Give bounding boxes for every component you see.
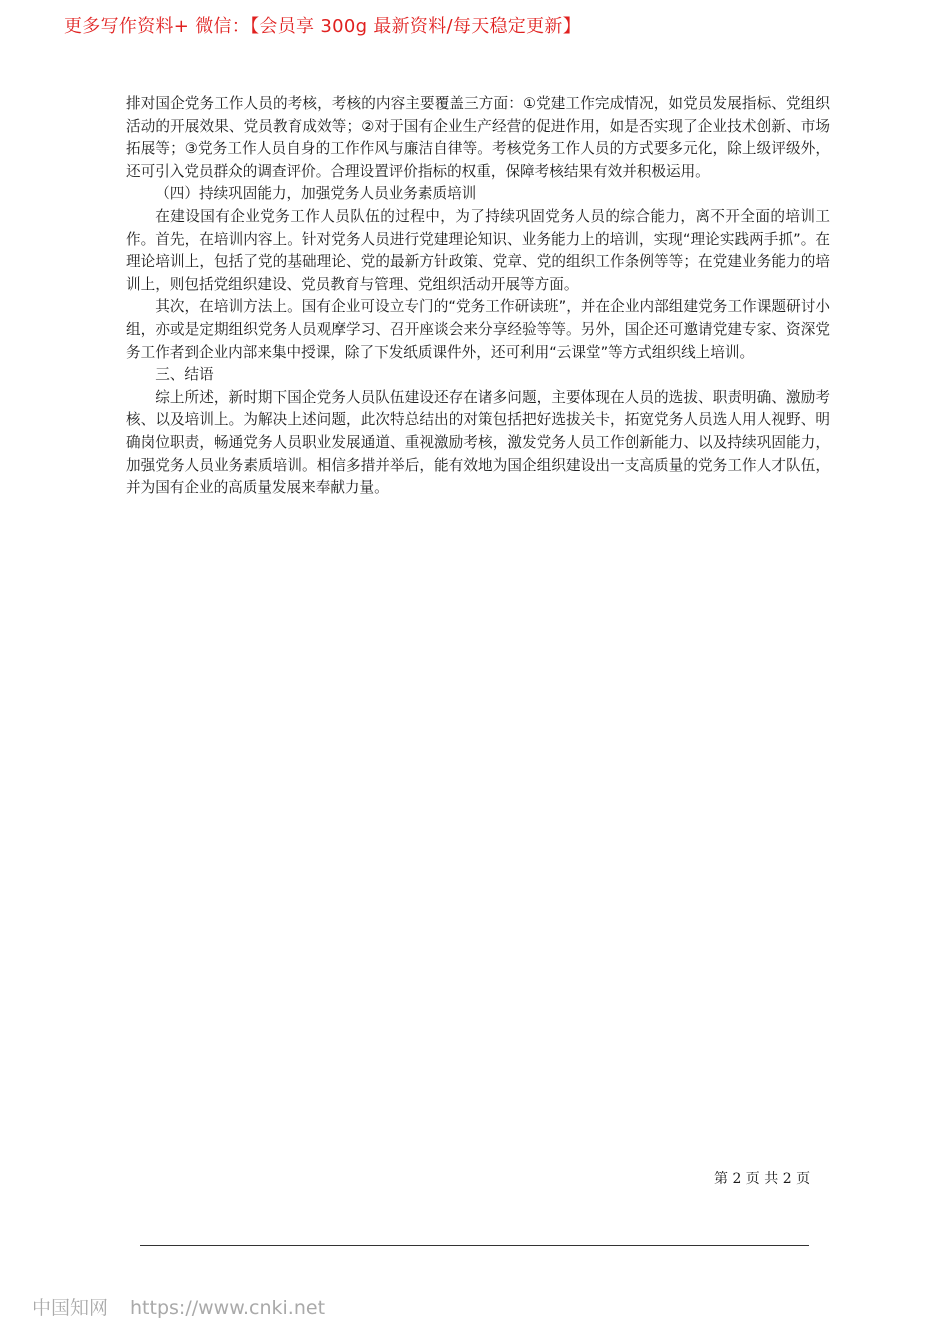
paragraph-assessment-continued: 排对国企党务工作人员的考核，考核的内容主要覆盖三方面：①党建工作完成情况，如党员发展指标、党组织活动的开展效果、党员教育成效等；②对于国有企业生产经营的促进作用，如是否实现了企业技术创新、市场拓展等；③党务工作人员自身的工作作风与廉洁自律等。考核党务工作人员的方式要多元化，除上级评级外，还可引入党员群众的调查评价。合理设置评价指标的权重，保障考核结果有效并积极运用。 <box>126 95 830 180</box>
document-body <box>126 93 830 500</box>
section-heading-training: （四）持续巩固能力，加强党务人员业务素质培训 <box>155 185 477 203</box>
paragraph-training-method: 其次，在培训方法上。国有企业可设立专门的“党务工作研读班”，并在企业内部组建党务工作课题研讨小组，亦或是定期组织党务人员观摩学习、召开座谈会来分享经验等等。另外，国企还可邀请党建专家、资深党务工作者到企业内部来集中授课，除了下发纸质课件外，还可利用“云课堂”等方式组织线上培训。 <box>126 298 830 361</box>
paragraph-training-content: 在建设国有企业党务工作人员队伍的过程中，为了持续巩固党务人员的综合能力，离不开全面的培训工作。首先，在培训内容上。针对党务人员进行党建理论知识、业务能力上的培训，实现“理论实践两手抓”。在理论培训上，包括了党的基础理论、党的最新方针政策、党章、党的组织工作条例等等；在党建业务能力的培训上，则包括党组织建设、党员教育与管理、党组织活动开展等方面。 <box>126 207 830 293</box>
source-watermark <box>32 1293 325 1320</box>
section-heading-conclusion: 三、结语 <box>155 366 214 384</box>
promo-banner: 更多写作资料+ 微信：【会员享 300g 最新资料/每天稳定更新】 <box>64 16 581 37</box>
page-number: 第 2 页 共 2 页 <box>714 1171 811 1187</box>
paragraph-conclusion: 综上所述，新时期下国企党务人员队伍建设还存在诸多问题，主要体现在人员的选拔、职责明确、激励考核、以及培训上。为解决上述问题，此次特总结出的对策包括把好选拔关卡，拓宽党务人员选人用人视野、明确岗位职责，畅通党务人员职业发展通道、重视激励考核，激发党务人员工作创新能力、以及持续巩固能力，加强党务人员业务素质培训。相信多措并举后，能有效地为国企组织建设出一支高质量的党务工作人才队伍，并为国有企业的高质量发展来奉献力量。 <box>126 388 830 497</box>
watermark-brand: 中国知网 <box>32 1297 109 1319</box>
watermark-url: https://www.cnki.net <box>130 1297 326 1319</box>
footer-divider <box>140 1245 809 1246</box>
